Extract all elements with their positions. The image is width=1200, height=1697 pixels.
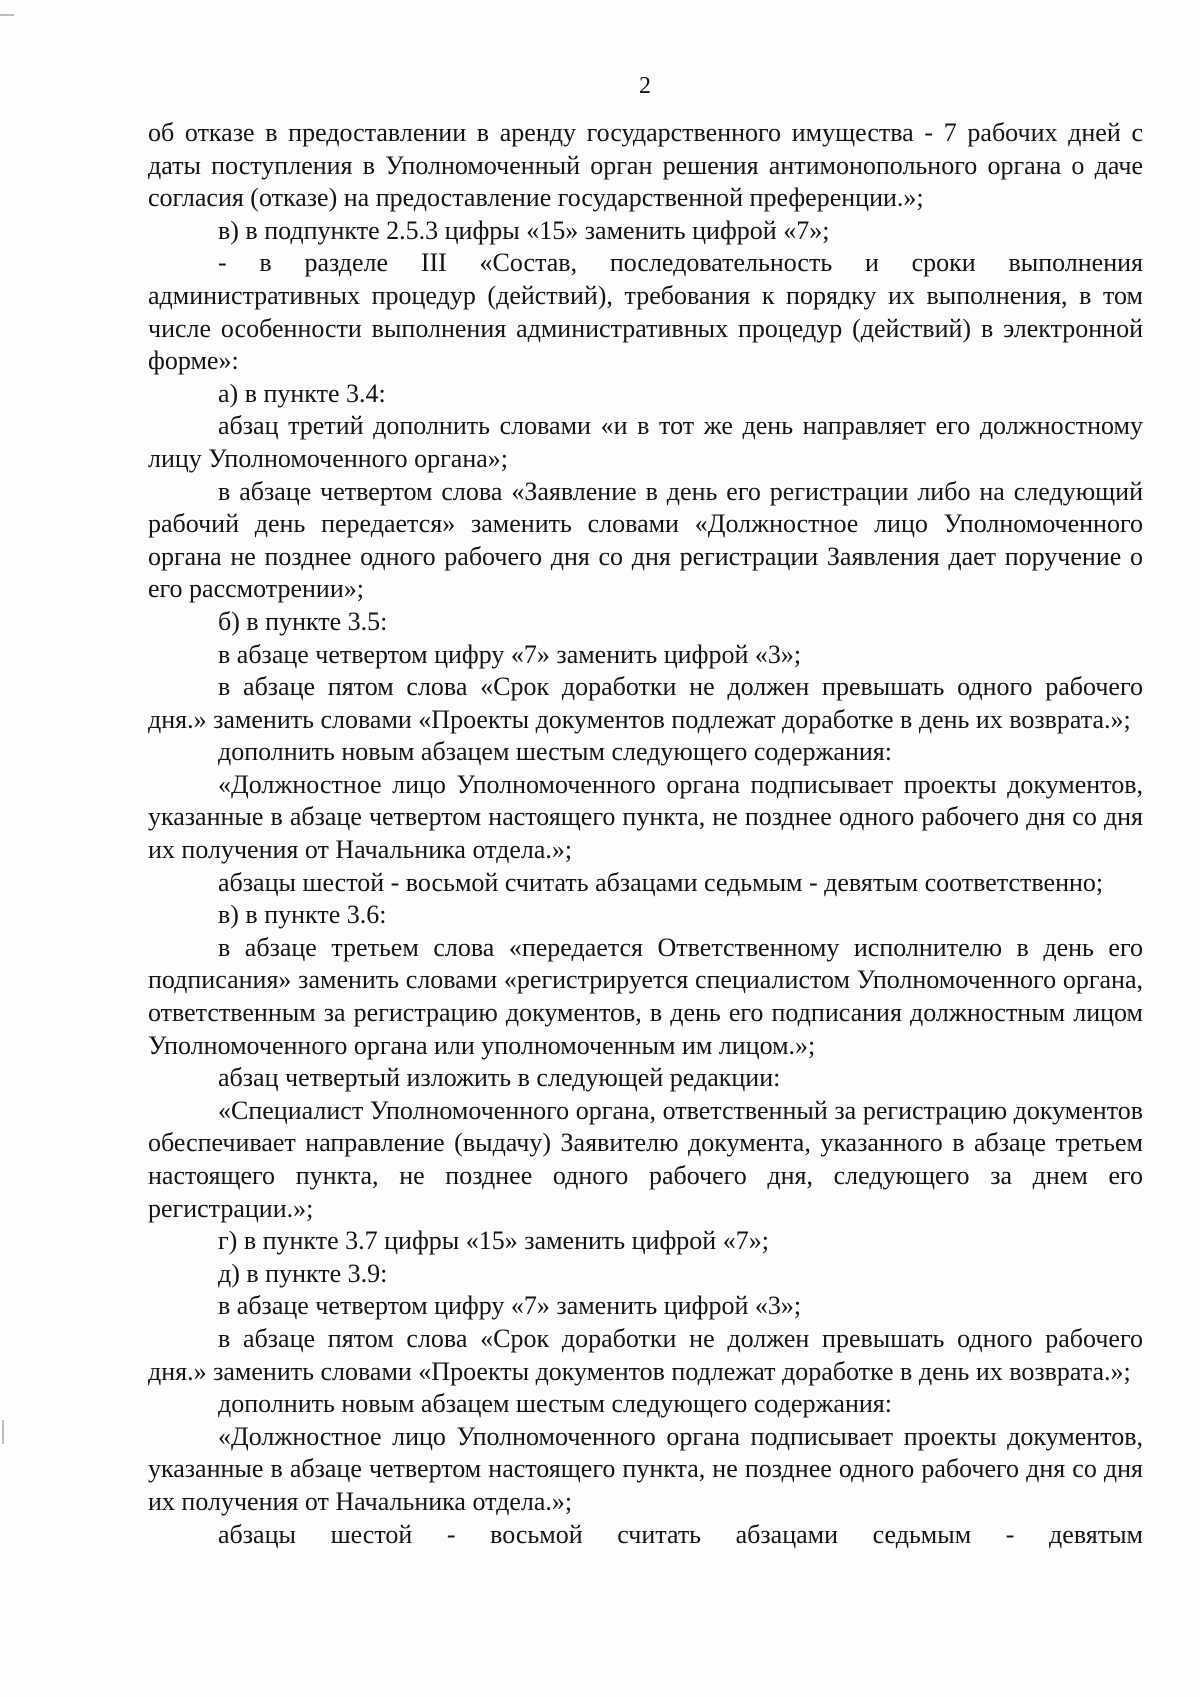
paragraph: дополнить новым абзацем шестым следующего содержания: [218,1389,892,1419]
scan-mark-top-left [0,14,14,16]
paragraph: в) в пункте 3.6: [218,900,387,930]
page-number: 2 [639,73,651,99]
paragraph: г) в пункте 3.7 цифры «15» заменить цифрой «7»; [218,1226,769,1256]
paragraph: абзацы шестой - восьмой считать абзацами седьмым - девятым соответственно; [218,867,1104,897]
document-body [148,117,1143,1551]
paragraph: «Должностное лицо Уполномоченного органа подписывает проекты документов, указанные в абзаце четвертом настоящего пункта, не позднее одного рабочего дня со дня их получения от Начальника отдела.»; [148,1421,1143,1516]
paragraph: об отказе в предоставлении в аренду государственного имущества - 7 рабочих дней с даты поступления в Уполномоченный орган решения антимонопольного органа о даче согласия (отказе) на предоставление государственной преференции.»; [148,118,1143,213]
paragraph: абзацы шестой - восьмой считать абзацами седьмым - девятым [218,1519,1143,1549]
scan-mark-left-edge [2,1420,4,1444]
paragraph: - в разделе III «Состав, последовательность и сроки выполнения административных процедур (действий), требования к порядку их выполнения, в том числе особенности выполнения административных процедур (действий) в электронной форме»: [148,248,1143,376]
paragraph: в абзаце четвертом цифру «7» заменить цифрой «3»; [218,1291,802,1321]
paragraph: б) в пункте 3.5: [218,606,388,636]
paragraph: в абзаце пятом слова «Срок доработки не должен превышать одного рабочего дня.» заменить словами «Проекты документов подлежат доработке в день их возврата.»; [148,672,1143,734]
paragraph: дополнить новым абзацем шестым следующего содержания: [218,737,892,767]
paragraph: в абзаце четвертом слова «Заявление в день его регистрации либо на следующий рабочий день передается» заменить словами «Должностное лицо Уполномоченного органа не позднее одного рабочего дня со дня регистрации Заявления дает поручение о его рассмотрении»; [148,476,1143,604]
paragraph: абзац третий дополнить словами «и в тот же день направляет его должностному лицу Уполномоченного органа»; [148,411,1143,473]
paragraph: д) в пункте 3.9: [218,1258,388,1288]
paragraph: «Должностное лицо Уполномоченного органа подписывает проекты документов, указанные в абзаце четвертом настоящего пункта, не позднее одного рабочего дня со дня их получения от Начальника отдела.»; [148,769,1143,865]
paragraph: абзац четвертый изложить в следующей редакции: [218,1063,781,1093]
paragraph: в) в подпункте 2.5.3 цифры «15» заменить цифрой «7»; [218,215,830,245]
paragraph: «Специалист Уполномоченного органа, ответственный за регистрацию документов обеспечивает направление (выдачу) Заявителю документа, указанного в абзаце третьем настоящего пункта, не позднее одного рабочего дня, следующего за днем его регистрации.»; [148,1095,1143,1223]
paragraph: в абзаце пятом слова «Срок доработки не должен превышать одного рабочего дня.» заменить словами «Проекты документов подлежат доработке в день их возврата.»; [148,1323,1143,1386]
paragraph: в абзаце третьем слова «передается Ответственному исполнителю в день его подписания» заменить словами «регистрируется специалистом Уполномоченного органа, ответственным за регистрацию документов, в день его подписания должностным лицом Уполномоченного органа или уполномоченным им лицом.»; [148,932,1143,1060]
paragraph: в абзаце четвертом цифру «7» заменить цифрой «3»; [218,639,802,669]
paragraph: а) в пункте 3.4: [218,378,386,408]
